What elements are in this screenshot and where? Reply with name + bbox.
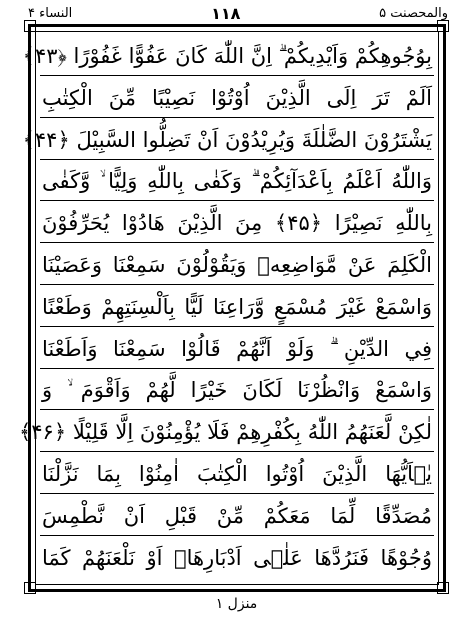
text-line: اَلَمْ تَرَ اِلَى الَّذِيْنَ اُوْتُوْا نَصِيْبًا مِّنَ الْكِتٰبِ — [40, 80, 434, 118]
corner-ornament-bottom-right — [437, 582, 449, 594]
text-line: بِاللّٰهِ نَصِيْرًا ﴿۴۵﴾ مِنَ الَّذِيْنَ هَادُوْا يُحَرِّفُوْنَ — [40, 205, 434, 243]
text-line: يٰۤاَيُّهَا الَّذِيْنَ اُوْتُوا الْكِتٰبَ اٰمِنُوْا بِمَا نَزَّلْنَا — [40, 456, 434, 494]
text-line: مُصَدِّقًا لِّمَا مَعَكُمْ مِّنْ قَبْلِ اَنْ نَّطْمِسَ — [40, 498, 434, 536]
text-line: الْكَلِمَ عَنْ مَّوَاضِعِهٖ وَيَقُوْلُوْنَ سَمِعْنَا وَعَصَيْنَا — [40, 247, 434, 285]
page-header — [28, 2, 448, 24]
manzil-marker: منزل ۱ — [215, 596, 258, 612]
corner-ornament-top-right — [437, 20, 449, 32]
juz-name: والمحصنت ۵ — [379, 5, 448, 21]
page-number: ۱۱۸ — [211, 3, 241, 23]
text-line: وُجُوْهًا فَنَرُدَّهَا عَلٰۤى اَدْبَارِهَاۤ اَوْ نَلْعَنَهُمْ كَمَا — [42, 545, 432, 570]
text-line: وَاسْمَعْ غَيْرَ مُسْمَعٍ وَّرَاعِنَا لَيًّا بِاَلْسِنَتِهِمْ وَطَعْنًا — [40, 289, 434, 327]
text-line: بِوُجُوهِكُمْ وَاَيْدِيكُمْ ۗ اِنَّ اللّٰهَ كَانَ عَفُوًّا غَفُوْرًا ﴿۴۳﴾ — [40, 38, 434, 76]
text-line: يَشْتَرُوْنَ الضَّلٰلَةَ وَيُرِيْدُوْنَ اَنْ تَضِلُّوا السَّبِيْلَ ﴿۴۴﴾ — [40, 122, 434, 160]
text-line: وَاللّٰهُ اَعْلَمُ بِاَعْدَآئِكُمْ ۗ وَكَفٰى بِاللّٰهِ وَلِيًّا ۙ وَّكَفٰى — [40, 163, 434, 201]
surah-name: النساء ۴ — [28, 5, 73, 21]
text-block — [18, 38, 434, 582]
text-line: وَاسْمَعْ وَانْظُرْنَا لَكَانَ خَيْرًا لَّهُمْ وَاَقْوَمَ ۙ وَ — [40, 372, 434, 410]
corner-ornament-top-left — [24, 20, 36, 32]
corner-ornament-bottom-left — [24, 582, 36, 594]
text-line: فِي الدِّيْنِ ۗ وَلَوْ اَنَّهُمْ قَالُوْا سَمِعْنَا وَاَطَعْنَا — [40, 331, 434, 369]
text-line: لٰكِنْ لَّعَنَهُمُ اللّٰهُ بِكُفْرِهِمْ فَلَا يُؤْمِنُوْنَ اِلَّا قَلِيْلًا ﴿۴۶﴾ — [40, 414, 434, 452]
